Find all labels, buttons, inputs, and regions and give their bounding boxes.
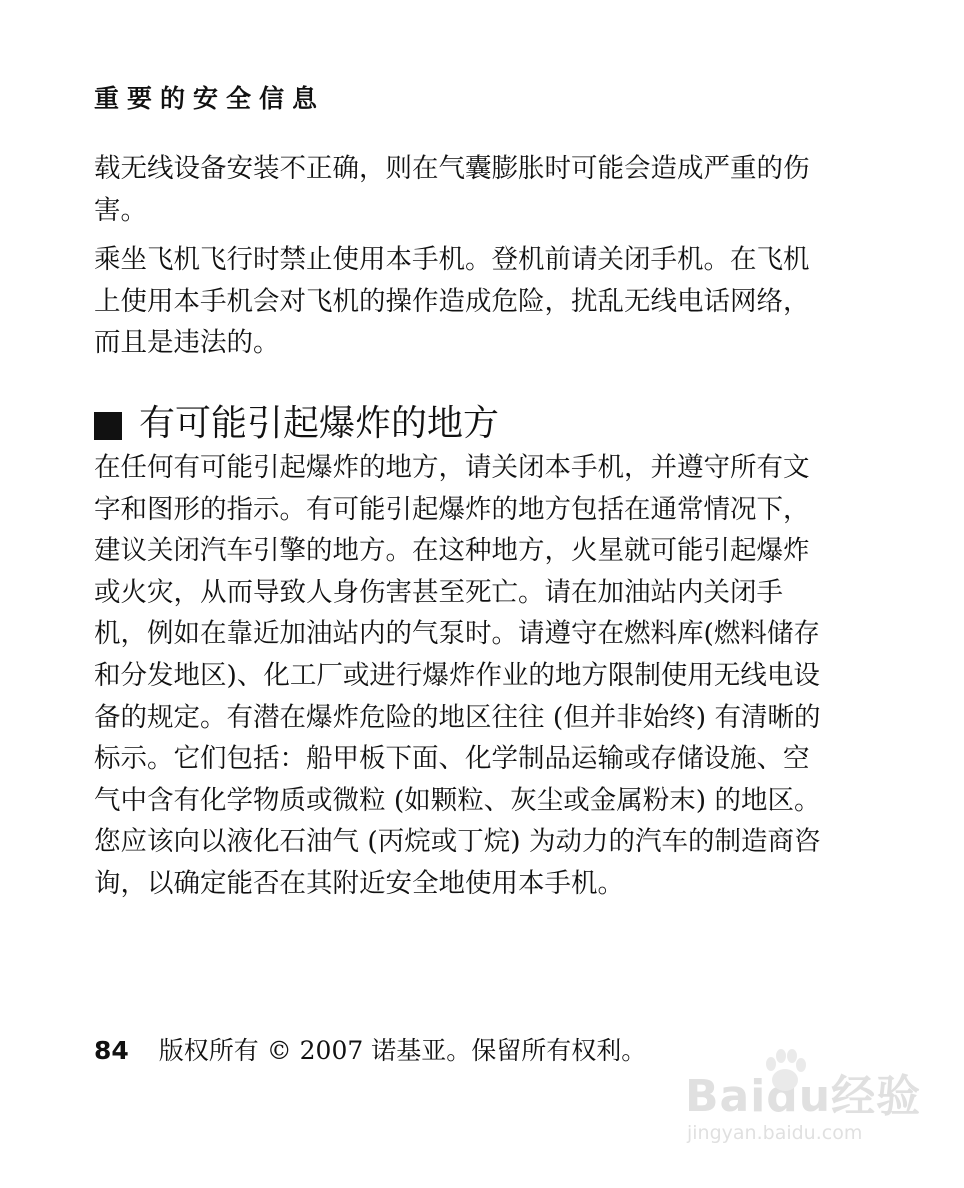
watermark-brand: Baidu经验 [685, 1071, 922, 1122]
section-heading [94, 398, 499, 450]
paragraph-airbag: 载无线设备安装不正确，则在气囊膨胀时可能会造成严重的伤害。 [94, 153, 810, 226]
section-title: 有可能引起爆炸的地方 [139, 403, 500, 444]
paw-icon [755, 1042, 815, 1102]
square-bullet-icon [94, 412, 122, 440]
watermark-url: jingyan.baidu.com [687, 1122, 863, 1144]
copyright-text: 版权所有 © 2007 诺基亚。保留所有权利。 [158, 1036, 647, 1065]
page-footer [94, 1033, 646, 1069]
page-number: 84 [94, 1036, 129, 1065]
paragraph-aircraft: 乘坐飞机飞行时禁止使用本手机。登机前请关闭手机。在飞机上使用本手机会对飞机的操作造成危险，扰乱无线电话网络，而且是违法的。 [94, 244, 810, 359]
page-header: 重要的安全信息 [94, 84, 326, 113]
watermark [675, 1036, 925, 1156]
paragraph-explosive: 在任何有可能引起爆炸的地方，请关闭本手机，并遵守所有文字和图形的指示。有可能引起爆炸的地方包括在通常情况下，建议关闭汽车引擎的地方。在这种地方，火星就可能引起爆炸或火灾，从而导致人身伤害甚至死亡。请在加油站内关闭手机，例如在靠近加油站内的气泵时。请遵守在燃料库(燃料储存和分发地区)、化工厂或进行爆炸作业的地方限制使用无线电设备的规定。有潜在爆炸危险的地区往往 (但并非始终) 有清晰的标示。它们包括：船甲板下面、化学制品运输或存储设施、空气中含有化学物质或微粒 (如颗粒、灰尘或金属粉末) 的地区。您应该向以液化石油气 (丙烷或丁烷) 为动力的汽车的制造商咨询，以确定能否在其附近安全地使用本手机。 [94, 452, 821, 899]
